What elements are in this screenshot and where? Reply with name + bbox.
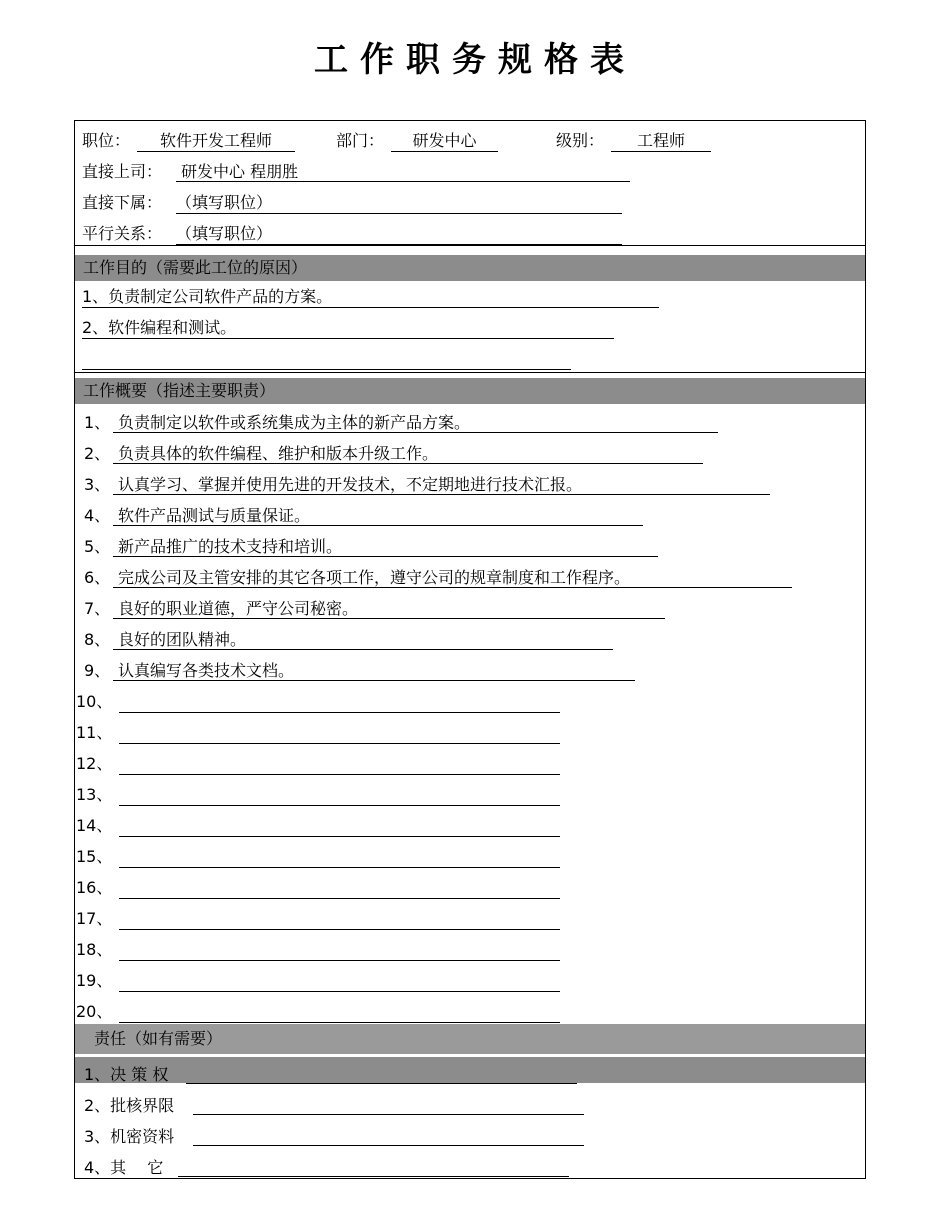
summary-item-number: 5、	[84, 537, 111, 556]
other-field[interactable]	[178, 1156, 569, 1177]
purpose-item[interactable]	[82, 349, 571, 370]
divider	[74, 245, 866, 246]
position-label: 职位：	[82, 131, 131, 150]
summary-item-field[interactable]: 新产品推广的技术支持和培训。	[113, 537, 658, 557]
summary-item-number: 15、	[76, 847, 113, 866]
summary-item-field[interactable]: 良好的团队精神。	[113, 630, 613, 650]
responsibility-label: 1、决 策 权	[84, 1065, 169, 1084]
summary-item-field[interactable]	[119, 847, 560, 868]
summary-item-field[interactable]: 认真编写各类技术文档。	[113, 661, 635, 681]
summary-item-field[interactable]	[119, 816, 560, 837]
summary-item-field[interactable]	[119, 909, 560, 930]
summary-item-field[interactable]	[119, 754, 560, 775]
summary-item-field[interactable]: 负责具体的软件编程、维护和版本升级工作。	[113, 444, 703, 464]
level-label: 级别：	[556, 131, 605, 150]
level-field[interactable]: 工程师	[611, 131, 711, 152]
summary-item-field[interactable]	[119, 723, 560, 744]
approval-limit-field[interactable]	[193, 1094, 584, 1115]
summary-item-number: 14、	[76, 816, 113, 835]
parallel-field[interactable]: （填写职位）	[176, 224, 622, 245]
page-title: 工作职务规格表	[314, 40, 636, 80]
purpose-header	[75, 255, 865, 281]
purpose-item[interactable]: 2、软件编程和测试。	[82, 318, 614, 339]
summary-item-field[interactable]: 良好的职业道德，严守公司秘密。	[113, 599, 665, 619]
summary-item-number: 2、	[84, 444, 111, 463]
divider	[74, 372, 866, 373]
department-label: 部门：	[336, 131, 385, 150]
supervisor-field[interactable]: 研发中心 程朋胜	[176, 162, 630, 182]
decision-power-field[interactable]	[186, 1063, 577, 1084]
summary-item-number: 7、	[84, 599, 111, 618]
summary-item-field[interactable]: 负责制定以软件或系统集成为主体的新产品方案。	[113, 413, 718, 433]
summary-item-number: 1、	[84, 413, 111, 432]
supervisor-label: 直接上司：	[82, 162, 163, 181]
summary-item-number: 4、	[84, 506, 111, 525]
responsibility-label: 4、其 它	[84, 1158, 164, 1177]
summary-item-number: 13、	[76, 785, 113, 804]
summary-item-field[interactable]: 软件产品测试与质量保证。	[113, 506, 643, 526]
responsibility-label: 2、批核界限	[84, 1096, 175, 1115]
summary-item-field[interactable]: 完成公司及主管安排的其它各项工作，遵守公司的规章制度和工作程序。	[113, 568, 792, 588]
summary-item-number: 10、	[76, 692, 113, 711]
summary-item-number: 9、	[84, 661, 111, 680]
summary-item-field[interactable]	[119, 940, 560, 961]
subordinate-label: 直接下属：	[82, 193, 163, 212]
parallel-label: 平行关系：	[82, 224, 163, 243]
summary-item-field[interactable]: 认真学习、掌握并使用先进的开发技术，不定期地进行技术汇报。	[113, 475, 770, 495]
summary-header	[75, 378, 865, 404]
summary-item-number: 3、	[84, 475, 111, 494]
purpose-header-text: 工作目的（需要此工位的原因）	[83, 258, 308, 277]
purpose-item[interactable]: 1、负责制定公司软件产品的方案。	[82, 287, 659, 308]
summary-header-text: 工作概要（指述主要职责）	[83, 381, 276, 400]
summary-item-number: 6、	[84, 568, 111, 587]
summary-item-number: 12、	[76, 754, 113, 773]
summary-item-field[interactable]	[119, 1002, 560, 1023]
summary-item-field[interactable]	[119, 878, 560, 899]
summary-item-number: 20、	[76, 1002, 113, 1021]
summary-item-field[interactable]	[119, 785, 560, 806]
summary-item-number: 18、	[76, 940, 113, 959]
subordinate-field[interactable]: （填写职位）	[176, 193, 622, 214]
summary-item-number: 11、	[76, 723, 113, 742]
summary-item-number: 19、	[76, 971, 113, 990]
summary-item-number: 16、	[76, 878, 113, 897]
confidential-data-field[interactable]	[193, 1125, 584, 1146]
summary-item-field[interactable]	[119, 692, 560, 713]
department-field[interactable]: 研发中心	[391, 131, 498, 152]
responsibility-header-text: 责任（如有需要）	[94, 1029, 223, 1048]
summary-item-number: 8、	[84, 630, 111, 649]
summary-item-field[interactable]	[119, 971, 560, 992]
position-field[interactable]: 软件开发工程师	[137, 131, 295, 152]
responsibility-label: 3、机密资料	[84, 1127, 175, 1146]
responsibility-header	[75, 1024, 865, 1054]
summary-item-number: 17、	[76, 909, 113, 928]
